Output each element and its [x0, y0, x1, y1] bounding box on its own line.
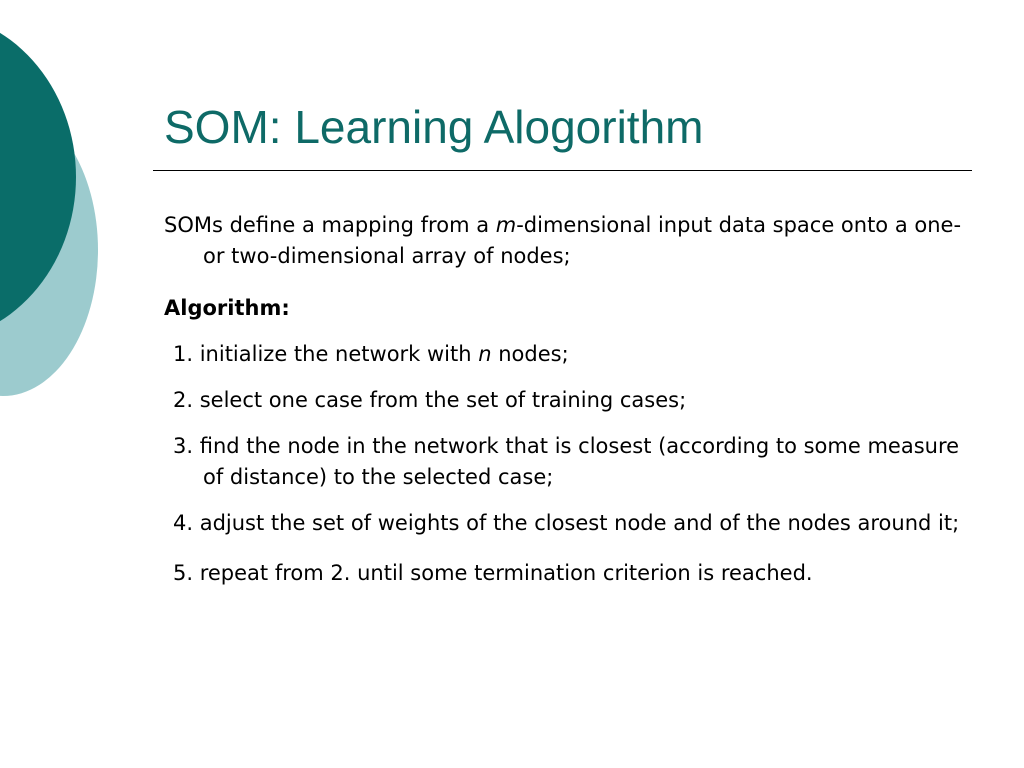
algorithm-step: 4. adjust the set of weights of the closest node and of the nodes around it;	[173, 511, 960, 535]
variable-n: n	[478, 342, 492, 366]
algorithm-step: 1. initialize the network with n nodes;	[173, 342, 569, 366]
algorithm-heading: Algorithm:	[164, 296, 290, 320]
intro-paragraph: SOMs define a mapping from a m-dimensional input data space onto a one- or two-dimensional array of nodes;	[164, 213, 962, 268]
algorithm-step: 5. repeat from 2. until some termination criterion is reached.	[173, 561, 813, 585]
slide-body	[164, 210, 964, 589]
algorithm-step: 3. find the node in the network that is closest (according to some measure of distance) to the selected case;	[173, 434, 960, 489]
title-divider	[153, 170, 972, 171]
slide-title: SOM: Learning Alogorithm	[164, 101, 704, 153]
algorithm-step: 2. select one case from the set of training cases;	[173, 388, 687, 412]
variable-m: m	[495, 213, 517, 237]
